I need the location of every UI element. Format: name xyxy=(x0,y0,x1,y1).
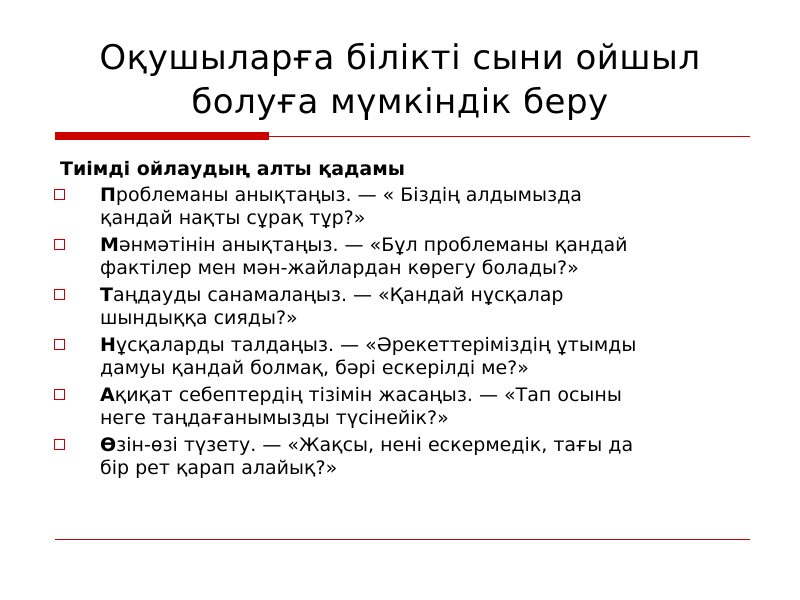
slide-title xyxy=(40,36,760,124)
item-line-2: дамуы қандай болмақ, бәрі ескерілді ме?» xyxy=(100,357,529,379)
item-initial: Т xyxy=(100,284,113,306)
item-line-2: неге таңдағанымызды түсінейік?» xyxy=(100,407,449,429)
item-initial: П xyxy=(100,184,116,206)
list-item xyxy=(50,284,760,330)
square-bullet-icon xyxy=(54,289,65,300)
slide-body xyxy=(50,157,760,484)
square-bullet-icon xyxy=(54,239,65,250)
footer-divider xyxy=(55,539,750,540)
title-line-2: болуға мүмкіндік беру xyxy=(191,82,609,122)
square-bullet-icon xyxy=(54,339,65,350)
item-line-2: шындыққа сияды?» xyxy=(100,307,298,329)
list-item xyxy=(50,384,760,430)
item-line-2: қандай нақты сұрақ тұр?» xyxy=(100,207,366,229)
list-item xyxy=(50,184,760,230)
item-text: зін-өзі түзету. — «Жақсы, нені ескермедік, тағы да xyxy=(116,434,634,456)
item-initial: Ө xyxy=(100,434,117,456)
item-line-1 xyxy=(100,334,760,357)
list-item xyxy=(50,434,760,480)
square-bullet-icon xyxy=(54,439,65,450)
item-text: роблеманы анықтаңыз. — « Біздің алдымызда xyxy=(115,184,582,206)
item-text: аңдауды санамалаңыз. — «Қандай нұсқалар xyxy=(112,284,564,306)
square-bullet-icon xyxy=(54,189,65,200)
item-line-2: бір рет қарап алайық?» xyxy=(100,457,338,479)
steps-list xyxy=(50,184,760,480)
slide-subtitle: Тиімді ойлаудың алты қадамы xyxy=(60,158,405,180)
item-text: қиқат себептердің тізімін жасаңыз. — «Тап осыны xyxy=(114,384,622,406)
title-underline xyxy=(269,136,750,137)
item-line-1 xyxy=(100,434,760,457)
list-item xyxy=(50,334,760,380)
item-line-1 xyxy=(100,284,760,307)
item-text: ұсқаларды талдаңыз. — «Әрекеттеріміздің ұтымды xyxy=(115,334,637,356)
item-initial: М xyxy=(100,234,119,256)
item-line-2: фактілер мен мән-жайлардан көрегу болады?» xyxy=(100,257,579,279)
title-underline-accent xyxy=(55,132,269,140)
item-text: әнмәтінін анықтаңыз. — «Бұл проблеманы қандай xyxy=(118,234,628,256)
item-line-1 xyxy=(100,184,760,207)
title-line-1: Оқушыларға білікті сыни ойшыл xyxy=(99,38,701,78)
square-bullet-icon xyxy=(54,389,65,400)
item-initial: Н xyxy=(100,334,116,356)
item-line-1 xyxy=(100,384,760,407)
item-initial: А xyxy=(100,384,115,406)
list-item xyxy=(50,234,760,280)
item-line-1 xyxy=(100,234,760,257)
